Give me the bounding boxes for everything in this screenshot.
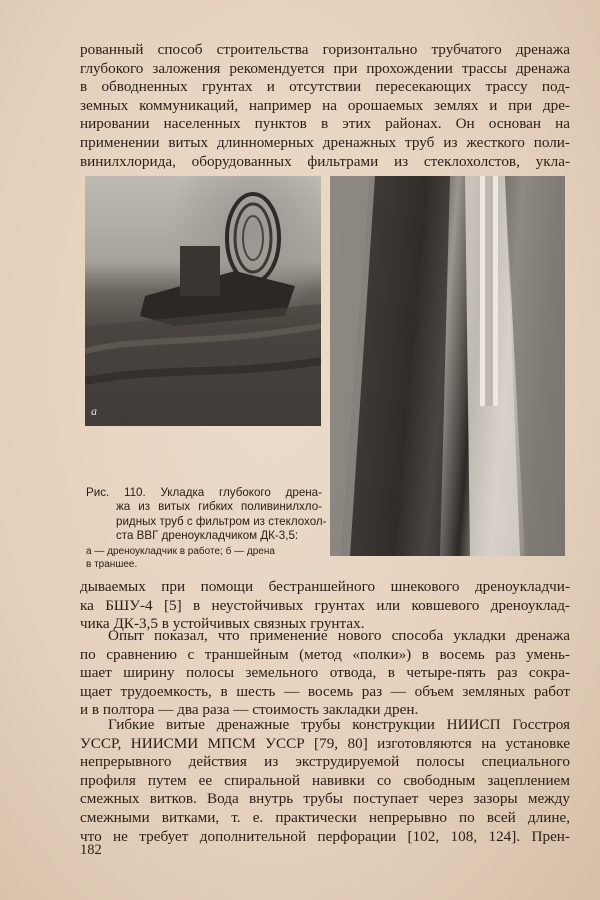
paragraph-3	[80, 716, 570, 846]
text-line: нировании населенных пунктов в этих районах. Он основан на	[80, 115, 570, 133]
caption-line: ста ВВГ дреноукладчиком ДК-3,5:	[116, 529, 299, 543]
trench-illustration	[330, 176, 565, 556]
text-line: в обводненных грунтах и отсутствии пересекающих трассу под-	[80, 78, 570, 96]
text-line: чика ДК-3,5 в устойчивых связных грунтах.	[80, 615, 365, 633]
text-line: ка БШУ-4 [5] в неустойчивых грунтах или ковшевого дреноуклад-	[80, 596, 570, 614]
figure-photo-a	[85, 176, 321, 426]
text-line: щает трудоемкость, в шесть — восемь раз — объем земляных работ	[80, 682, 570, 700]
page-number: 182	[80, 842, 102, 858]
legend-line: а — дреноукладчик в работе; б — дрена	[86, 546, 275, 557]
caption-line: ридных труб с фильтром из стеклохол-	[116, 514, 327, 528]
photo-label-a: а	[91, 404, 97, 418]
text-line: и в полтора — два раза — стоимость закладки дрен.	[80, 701, 419, 719]
text-line: что не требует дополнительной перфорации [102, 108, 124]. Прен-	[80, 827, 570, 845]
text-line: непрерывного действия из экструдируемой полосы специального	[80, 753, 570, 771]
caption-line: жа из витых гибких поливинилхло-	[116, 500, 322, 514]
caption-line: Рис. 110. Укладка глубокого дрена-	[86, 486, 322, 499]
continuation-paragraph	[80, 578, 570, 634]
text-line: смежных витков. Вода внутрь трубы поступает через зазоры между	[80, 790, 570, 808]
text-line: земных коммуникаций, например на орошаемых землях и при дре-	[80, 96, 570, 114]
figure-legend	[86, 546, 322, 571]
text-line: глубокого заложения рекомендуется при прохождении трассы дренажа	[80, 59, 570, 77]
top-paragraph	[80, 41, 570, 171]
figure-photo-b	[330, 176, 565, 556]
text-line: шает ширину полосы земельного отвода, в четыре-пять раз сокра-	[80, 664, 570, 682]
text-line: профиля путем ее спиральной навивки со свободным зацеплением	[80, 771, 570, 789]
text-line: смежными витками, т. е. практически непрерывно по всей длине,	[80, 808, 570, 826]
text-line: винилхлорида, оборудованных фильтрами из стеклохолстов, укла-	[80, 152, 570, 170]
text-line: УССР, НИИСМИ МПСМ УССР [79, 80] изготовляются на установке	[80, 734, 570, 752]
text-line: Гибкие витые дренажные трубы конструкции НИИСП Госстроя	[108, 716, 570, 733]
legend-line: в траншее.	[86, 558, 138, 570]
text-line: дываемых при помощи бестраншейного шнекового дреноукладчи-	[80, 578, 570, 595]
drainage-machine-illustration	[85, 176, 321, 426]
text-line: Опыт показал, что применение нового способа укладки дренажа	[108, 627, 570, 644]
text-line: применении витых длинномерных дренажных труб из жесткого поли-	[80, 133, 570, 151]
figure-caption	[86, 486, 327, 544]
paragraph-2	[80, 627, 570, 720]
text-line: рованный способ строительства горизонтально трубчатого дренажа	[80, 41, 570, 58]
text-line: по сравнению с траншейным (метод «полки») в восемь раз умень-	[80, 645, 570, 663]
